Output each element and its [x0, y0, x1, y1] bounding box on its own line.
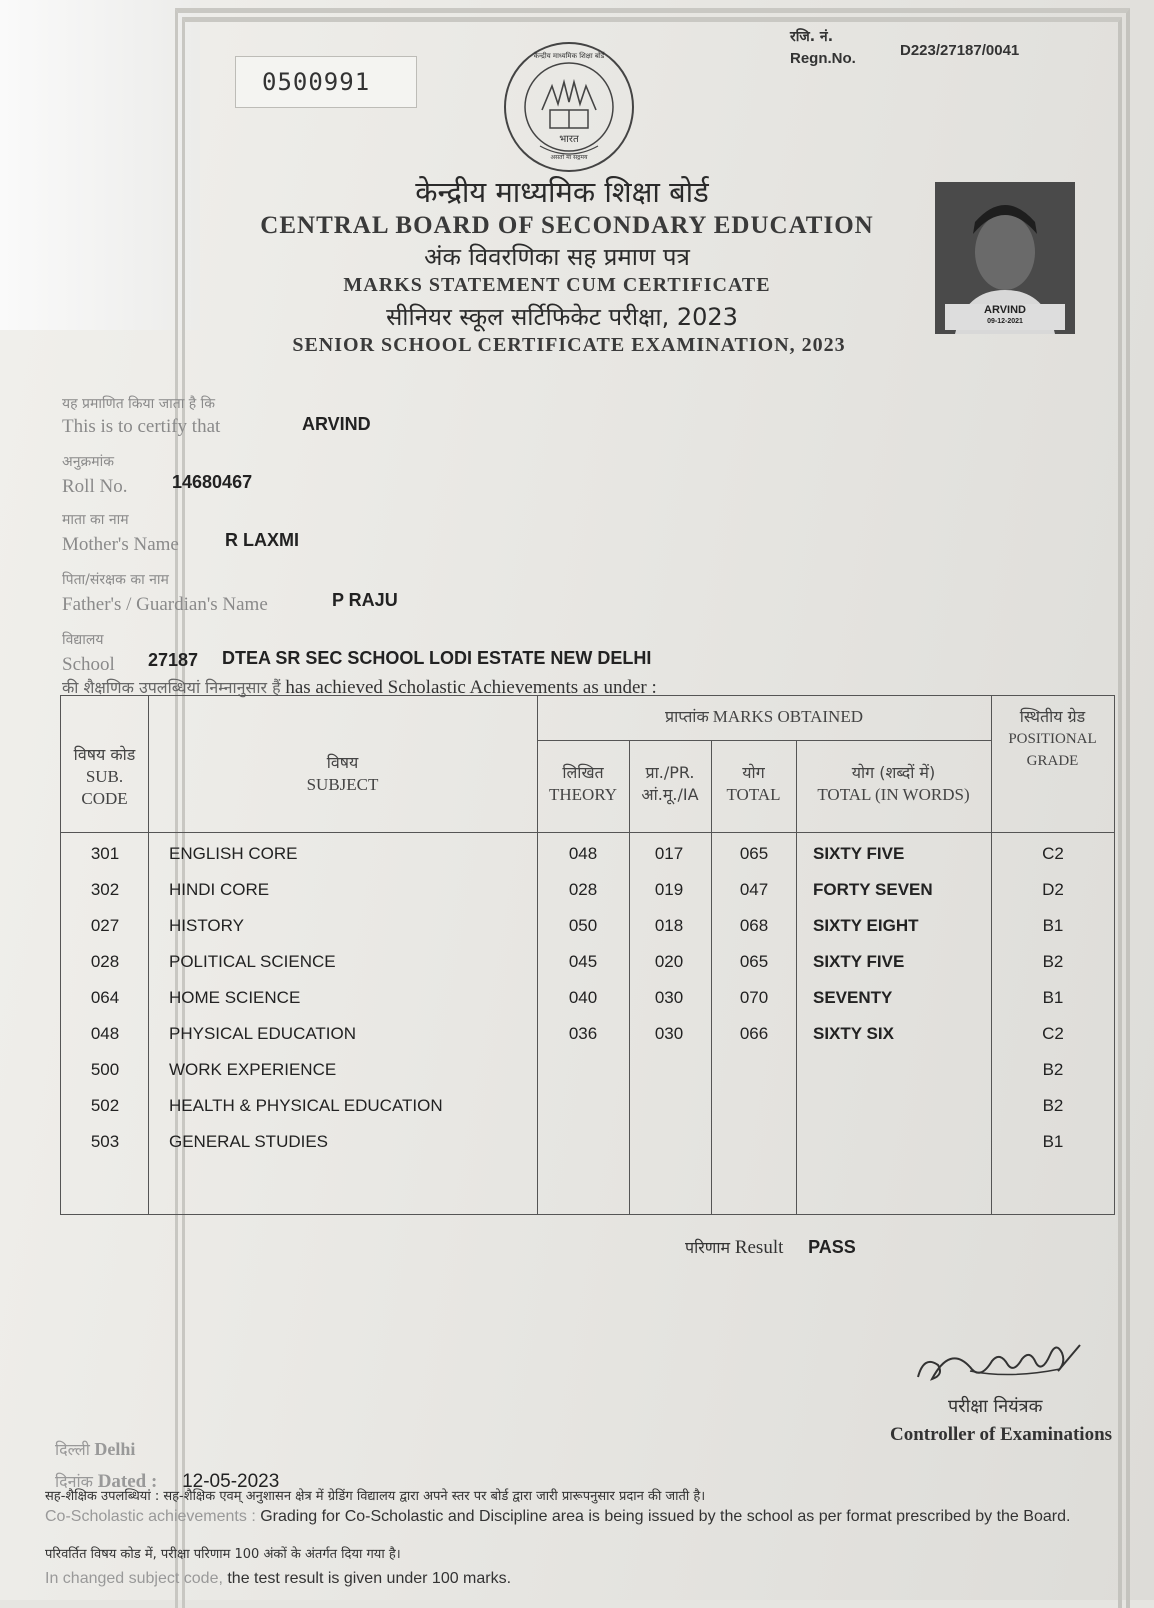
regn-label-hi: रजि. नं. — [790, 29, 834, 45]
board-name-hindi: केन्द्रीय माध्यमिक शिक्षा बोर्ड — [415, 175, 709, 209]
cell-grade: B1 — [1042, 988, 1064, 1007]
roll-label-en: Roll No. — [62, 476, 128, 497]
mother-label-en: Mother's Name — [62, 534, 179, 555]
header-grade-en2: GRADE — [1026, 753, 1079, 769]
cell-code: 302 — [90, 880, 120, 899]
mother-label-hi: माता का नाम — [62, 512, 129, 528]
regn-number: D223/27187/0041 — [900, 42, 1020, 59]
cell-subject: HOME SCIENCE — [169, 988, 301, 1007]
cell-total: 065 — [739, 844, 769, 863]
header-total-en: TOTAL — [726, 785, 781, 804]
cell-code: 027 — [90, 916, 120, 935]
header-practical — [629, 762, 711, 806]
seal-country: भारत — [559, 134, 579, 145]
header-total-words — [796, 762, 991, 806]
cell-subject: PHYSICAL EDUCATION — [169, 1024, 357, 1043]
certify-label-en: This is to certify that — [62, 416, 221, 437]
doc-title-english: MARKS STATEMENT CUM CERTIFICATE — [343, 274, 771, 296]
cell-subject: GENERAL STUDIES — [169, 1132, 329, 1151]
header-divider — [61, 832, 1114, 833]
cell-words: SIXTY FIVE — [813, 844, 905, 863]
cell-grade: C2 — [1042, 1024, 1064, 1043]
header-total — [711, 762, 796, 806]
footnote-line-2 — [45, 1508, 1070, 1526]
cell-pr: 017 — [654, 844, 684, 863]
result-label-hi: परिणाम — [685, 1238, 731, 1257]
header-grade-en1: POSITIONAL — [1008, 731, 1097, 747]
school-label-hi: विद्यालय — [62, 632, 104, 648]
cell-theory: 040 — [568, 988, 598, 1007]
cell-code: 502 — [90, 1096, 120, 1115]
exam-title-hindi: सीनियर स्कूल सर्टिफिकेट परीक्षा, 2023 — [386, 303, 738, 331]
header-grade-hi: स्थितीय ग्रेड — [1019, 707, 1086, 726]
footnote-4-text: the test result is given under 100 marks. — [227, 1570, 512, 1587]
header-marks-en: MARKS OBTAINED — [712, 707, 863, 726]
cell-pr: 020 — [654, 952, 684, 971]
regn-label — [790, 26, 856, 70]
mother-name: R LAXMI — [225, 530, 299, 550]
footnote-4-prefix: In changed subject code, — [45, 1570, 223, 1587]
cell-theory: 048 — [568, 844, 598, 863]
header-pr-bottom: आं.मू./IA — [641, 785, 699, 804]
header-words-en: TOTAL (IN WORDS) — [817, 785, 970, 804]
certify-label-hi: यह प्रमाणित किया जाता है कि — [62, 396, 216, 412]
serial-number: 0500991 — [235, 56, 417, 108]
intro-en: has achieved Scholastic Achievements as under : — [285, 677, 657, 698]
header-total-hi: योग — [742, 763, 765, 782]
col-divider — [629, 740, 630, 1214]
doc-title-hindi: अंक विवरणिका सह प्रमाण पत्र — [424, 243, 690, 271]
cell-grade: C2 — [1042, 844, 1064, 863]
cell-pr: 018 — [654, 916, 684, 935]
cell-total: 065 — [739, 952, 769, 971]
candidate-name: ARVIND — [302, 414, 371, 434]
place-hi: दिल्ली — [55, 1440, 90, 1459]
photo-date: 09-12-2021 — [987, 318, 1023, 325]
header-marks-hi: प्राप्तांक — [665, 707, 709, 726]
roll-number: 14680467 — [172, 472, 253, 492]
dated-label-hi: दिनांक — [55, 1472, 93, 1491]
cell-subject: POLITICAL SCIENCE — [169, 952, 336, 971]
controller-signature — [910, 1325, 1090, 1395]
dated-value: 12-05-2023 — [182, 1471, 280, 1492]
header-theory-hi: लिखित — [562, 763, 604, 782]
cell-grade: B1 — [1042, 916, 1064, 935]
header-theory-en: THEORY — [549, 785, 617, 804]
photo-name: ARVIND — [984, 304, 1026, 316]
cell-code: 064 — [90, 988, 120, 1007]
candidate-photo — [935, 182, 1075, 334]
cell-pr: 030 — [654, 988, 684, 1007]
photo-caption — [945, 304, 1065, 330]
place-en: Delhi — [94, 1439, 136, 1459]
cell-grade: B2 — [1042, 1060, 1064, 1079]
cell-code: 503 — [90, 1132, 120, 1151]
place — [55, 1438, 135, 1460]
col-divider — [796, 740, 797, 1214]
header-sub-code-en2: CODE — [81, 789, 128, 808]
cell-grade: B1 — [1042, 1132, 1064, 1151]
footnote-line-3 — [45, 1544, 401, 1563]
cell-theory: 036 — [568, 1024, 598, 1043]
cell-words: SIXTY SIX — [813, 1024, 894, 1043]
cell-subject: HEALTH & PHYSICAL EDUCATION — [169, 1096, 443, 1115]
cell-total: 047 — [739, 880, 769, 899]
cell-pr: 019 — [654, 880, 684, 899]
roll-label-hi: अनुक्रमांक — [62, 454, 114, 470]
cell-grade: B2 — [1042, 1096, 1064, 1115]
row-divider — [537, 740, 991, 741]
col-divider — [991, 696, 992, 1214]
result-value: PASS — [808, 1237, 856, 1257]
board-name-english: CENTRAL BOARD OF SECONDARY EDUCATION — [260, 212, 874, 239]
cbse-seal-logo — [500, 38, 638, 176]
header-sub-code-en1: SUB. — [85, 767, 124, 786]
cell-total: 070 — [739, 988, 769, 1007]
result-label-en: Result — [734, 1237, 784, 1258]
school-code: 27187 — [148, 650, 199, 670]
cell-words: FORTY SEVEN — [813, 880, 933, 899]
header-marks-obtained — [537, 706, 991, 729]
school-label-en: School — [62, 654, 115, 675]
header-sub-code-hi: विषय कोड — [73, 745, 136, 764]
cell-theory: 045 — [568, 952, 598, 971]
result — [685, 1236, 856, 1259]
exam-title-english: SENIOR SCHOOL CERTIFICATE EXAMINATION, 2023 — [292, 334, 846, 356]
cell-code: 028 — [90, 952, 120, 971]
cell-total: 066 — [739, 1024, 769, 1043]
header-theory — [537, 762, 629, 806]
cell-words: SIXTY FIVE — [813, 952, 905, 971]
marks-table — [60, 695, 1115, 1215]
seal-top-text: केन्द्रीय माध्यमिक शिक्षा बोर्ड — [533, 52, 605, 60]
seal-motto: असतो मा सद्गमय — [550, 154, 588, 161]
cell-theory: 028 — [568, 880, 598, 899]
cell-code: 500 — [90, 1060, 120, 1079]
cell-pr: 030 — [654, 1024, 684, 1043]
dated-label-en: Dated : — [97, 1471, 158, 1492]
cell-code: 048 — [90, 1024, 120, 1043]
footnote-2-text: Grading for Co-Scholastic and Discipline area is being issued by the school as per format prescribed by the Board. — [260, 1508, 1071, 1525]
cell-code: 301 — [90, 844, 120, 863]
header-sub-code — [61, 744, 148, 810]
father-name: P RAJU — [332, 590, 398, 610]
header-pr-top: प्रा./PR. — [645, 763, 695, 782]
cell-grade: B2 — [1042, 952, 1064, 971]
father-label-hi: पिता/संरक्षक का नाम — [62, 572, 169, 588]
cell-words: SEVENTY — [813, 988, 893, 1007]
header-subject-en: SUBJECT — [306, 775, 379, 794]
footnote-1-hi: सह-शैक्षिक उपलब्धियां : सह-शैक्षिक एवम् अनुशासन क्षेत्र में ग्रेडिंग विद्यालय द्वारा अपने स्तर पर बोर्ड द्वारा जारी प्रारूपनुसार प्रदान की जाती है। — [45, 1489, 706, 1504]
header-grade — [991, 706, 1114, 772]
footnote-line-4 — [45, 1570, 511, 1588]
col-divider — [711, 740, 712, 1214]
cell-subject: HISTORY — [169, 916, 244, 935]
footnote-2-prefix: Co-Scholastic achievements : — [45, 1508, 256, 1525]
header-words-hi: योग (शब्दों में) — [851, 763, 936, 782]
regn-label-en: Regn.No. — [790, 50, 856, 67]
cell-words: SIXTY EIGHT — [813, 916, 919, 935]
cell-subject: WORK EXPERIENCE — [169, 1060, 337, 1079]
footnote-3-hi: परिवर्तित विषय कोड में, परीक्षा परिणाम 100 अंकों के अंतर्गत दिया गया है। — [45, 1547, 401, 1562]
intro-hi: की शैक्षणिक उपलब्धियां निम्नानुसार हैं — [62, 678, 281, 697]
header-subject — [148, 752, 537, 796]
school-name: DTEA SR SEC SCHOOL LODI ESTATE NEW DELHI — [222, 648, 652, 668]
cell-theory: 050 — [568, 916, 598, 935]
header-subject-hi: विषय — [326, 753, 359, 772]
footnote-line-1 — [45, 1486, 705, 1505]
father-label-en: Father's / Guardian's Name — [62, 594, 268, 615]
cell-subject: ENGLISH CORE — [169, 844, 298, 863]
controller-title-en: Controller of Examinations — [890, 1424, 1113, 1445]
cell-subject: HINDI CORE — [169, 880, 270, 899]
controller-title-hi: परीक्षा नियंत्रक — [948, 1396, 1043, 1417]
cell-grade: D2 — [1042, 880, 1064, 899]
cell-total: 068 — [739, 916, 769, 935]
